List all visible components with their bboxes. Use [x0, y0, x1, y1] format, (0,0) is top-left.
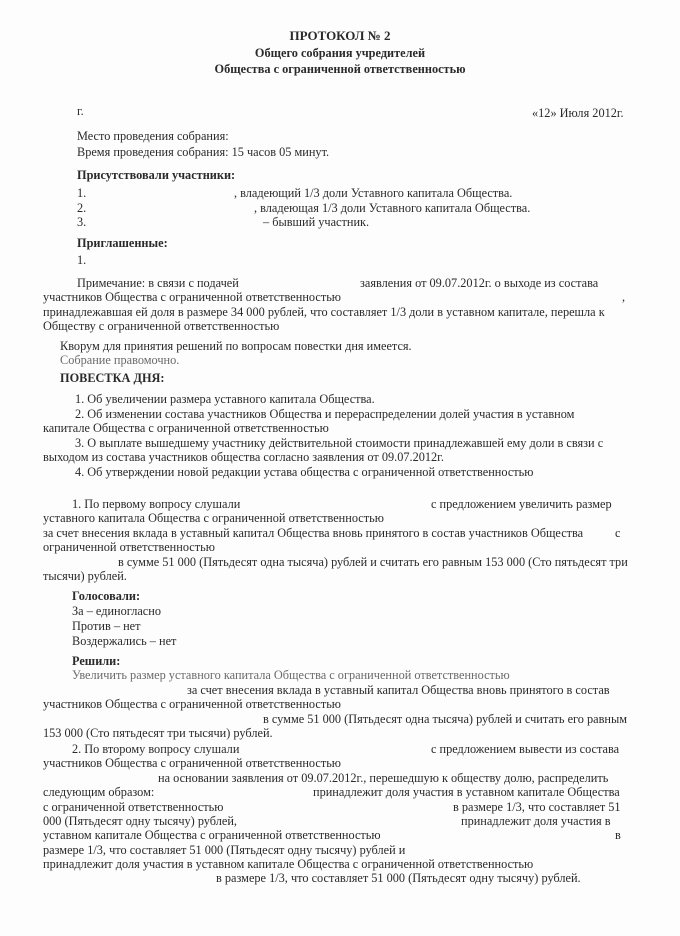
agenda-item-2a: 2. Об изменении состава участников Общества и перераспределении долей участия в уставном	[75, 407, 575, 421]
q2-line-1a: 2. По второму вопросу слушали	[72, 742, 240, 756]
participant-3-number: 3.	[77, 215, 87, 229]
meeting-time: Время проведения собрания: 15 часов 05 минут.	[77, 145, 330, 159]
q2-line-9: принадлежит доля участия в уставном капитале Общества с ограниченной ответственностью	[43, 857, 534, 871]
document-subtitle-2: Общества с ограниченной ответственностью	[214, 62, 466, 76]
q2-line-2: участников Общества с ограниченной ответственностью	[43, 756, 341, 770]
q2-line-4a: следующим образом:	[43, 785, 155, 799]
present-heading: Присутствовали участники:	[77, 168, 236, 182]
agenda-item-3b: выходом из состава участников общества согласно заявления от 09.07.2012г.	[43, 450, 444, 464]
q1-line-4: ограниченной ответственностью	[43, 540, 215, 554]
agenda-item-2b: капитале Общества с ограниченной ответственностью	[43, 421, 329, 435]
participant-3: – бывший участник.	[263, 215, 370, 229]
note-line-2b: ,	[622, 290, 626, 304]
city: г.	[77, 104, 84, 118]
agenda-heading: ПОВЕСТКА ДНЯ:	[60, 371, 165, 385]
participant-1: , владеющий 1/3 доли Уставного капитала Общества.	[234, 186, 513, 200]
q2-line-10: в размере 1/3, что составляет 51 000 (Пятьдесят одну тысячу) рублей.	[216, 871, 581, 885]
q2-line-1b: с предложением вывести из состава	[431, 742, 620, 756]
decision-line-2: за счет внесения вклада в уставный капитал Общества вновь принятого в состав	[187, 683, 610, 697]
q1-line-1a: 1. По первому вопросу слушали	[72, 497, 241, 511]
agenda-item-3a: 3. О выплате вышедшему участнику действительной стоимости принадлежавшей ему доли в связи с	[75, 436, 604, 450]
document-title: ПРОТОКОЛ № 2	[289, 28, 391, 43]
decision-line-4: в сумме 51 000 (Пятьдесят одна тысяча) рублей и считать его равным	[263, 712, 628, 726]
participant-2-number: 2.	[77, 201, 87, 215]
invited-1: 1.	[77, 253, 87, 267]
q2-line-5a: с ограниченной ответственностью	[43, 800, 224, 814]
q2-line-6a: 000 (Пятьдесят одну тысячу) рублей,	[43, 814, 237, 828]
note-line-3: принадлежавшая ей доля в размере 34 000 рублей, что составляет 1/3 доли в уставном капитале, перешла к	[43, 305, 605, 319]
decision-line-3: участников Общества с ограниченной ответственностью	[43, 697, 341, 711]
participant-2: , владеющая 1/3 доли Уставного капитала Общества.	[254, 201, 531, 215]
vote-abstain: Воздержались – нет	[72, 634, 177, 648]
q1-line-3b: с	[615, 526, 621, 540]
q1-line-2: уставного капитала Общества с ограниченной ответственностью	[43, 511, 384, 525]
q1-line-3a: за счет внесения вклада в уставный капитал Общества вновь принятого в состав участников Общества	[43, 526, 584, 540]
note-line-4: Обществу с ограниченной ответственностью	[43, 319, 280, 333]
decision-line-5: 153 000 (Сто пятьдесят три тысячи) рублей.	[43, 726, 273, 740]
q2-line-3: на основании заявления от 09.07.2012г., перешедшую к обществу долю, распределить	[158, 771, 609, 785]
document-subtitle-1: Общего собрания учредителей	[254, 46, 426, 60]
q2-line-7b: в	[615, 828, 621, 842]
vote-heading: Голосовали:	[72, 589, 141, 603]
quorum-line-2: Собрание правомочно.	[60, 353, 180, 367]
meeting-place: Место проведения собрания:	[77, 129, 229, 143]
q1-line-6: тысячи) рублей.	[43, 569, 127, 583]
agenda-item-4: 4. Об утверждении новой редакции устава общества с ограниченной ответственностью	[75, 465, 534, 479]
vote-against: Против – нет	[72, 619, 141, 633]
vote-for: За – единогласно	[72, 604, 161, 618]
q1-line-1b: с предложением увеличить размер	[431, 497, 612, 511]
participant-1-number: 1.	[77, 186, 87, 200]
note-line-1b: заявления от 09.07.2012г. о выходе из состава	[360, 276, 599, 290]
document-date: «12» Июля 2012г.	[532, 106, 624, 120]
note-line-1a: Примечание: в связи с подачей	[77, 276, 239, 290]
agenda-item-1: 1. Об увеличении размера уставного капитала Общества.	[75, 392, 375, 406]
decision-heading: Решили:	[72, 654, 121, 668]
q2-line-6b: принадлежит доля участия в	[461, 814, 611, 828]
invited-heading: Приглашенные:	[77, 236, 168, 250]
quorum-line-1: Кворум для принятия решений по вопросам повестки дня имеется.	[60, 339, 412, 353]
q2-line-5b: в размере 1/3, что составляет 51	[453, 800, 621, 814]
q1-line-5: в сумме 51 000 (Пятьдесят одна тысяча) рублей и считать его равным 153 000 (Сто пятьдесят три	[118, 555, 628, 569]
note-line-2a: участников Общества с ограниченной ответственностью	[43, 290, 341, 304]
q2-line-7a: уставном капитале Общества с ограниченной ответственностью	[43, 828, 381, 842]
q2-line-4b: принадлежит доля участия в уставном капитале Общества	[313, 785, 620, 799]
decision-line-1: Увеличить размер уставного капитала Общества с ограниченной ответственностью	[72, 668, 510, 682]
q2-line-8: размере 1/3, что составляет 51 000 (Пятьдесят одну тысячу) рублей и	[43, 843, 406, 857]
